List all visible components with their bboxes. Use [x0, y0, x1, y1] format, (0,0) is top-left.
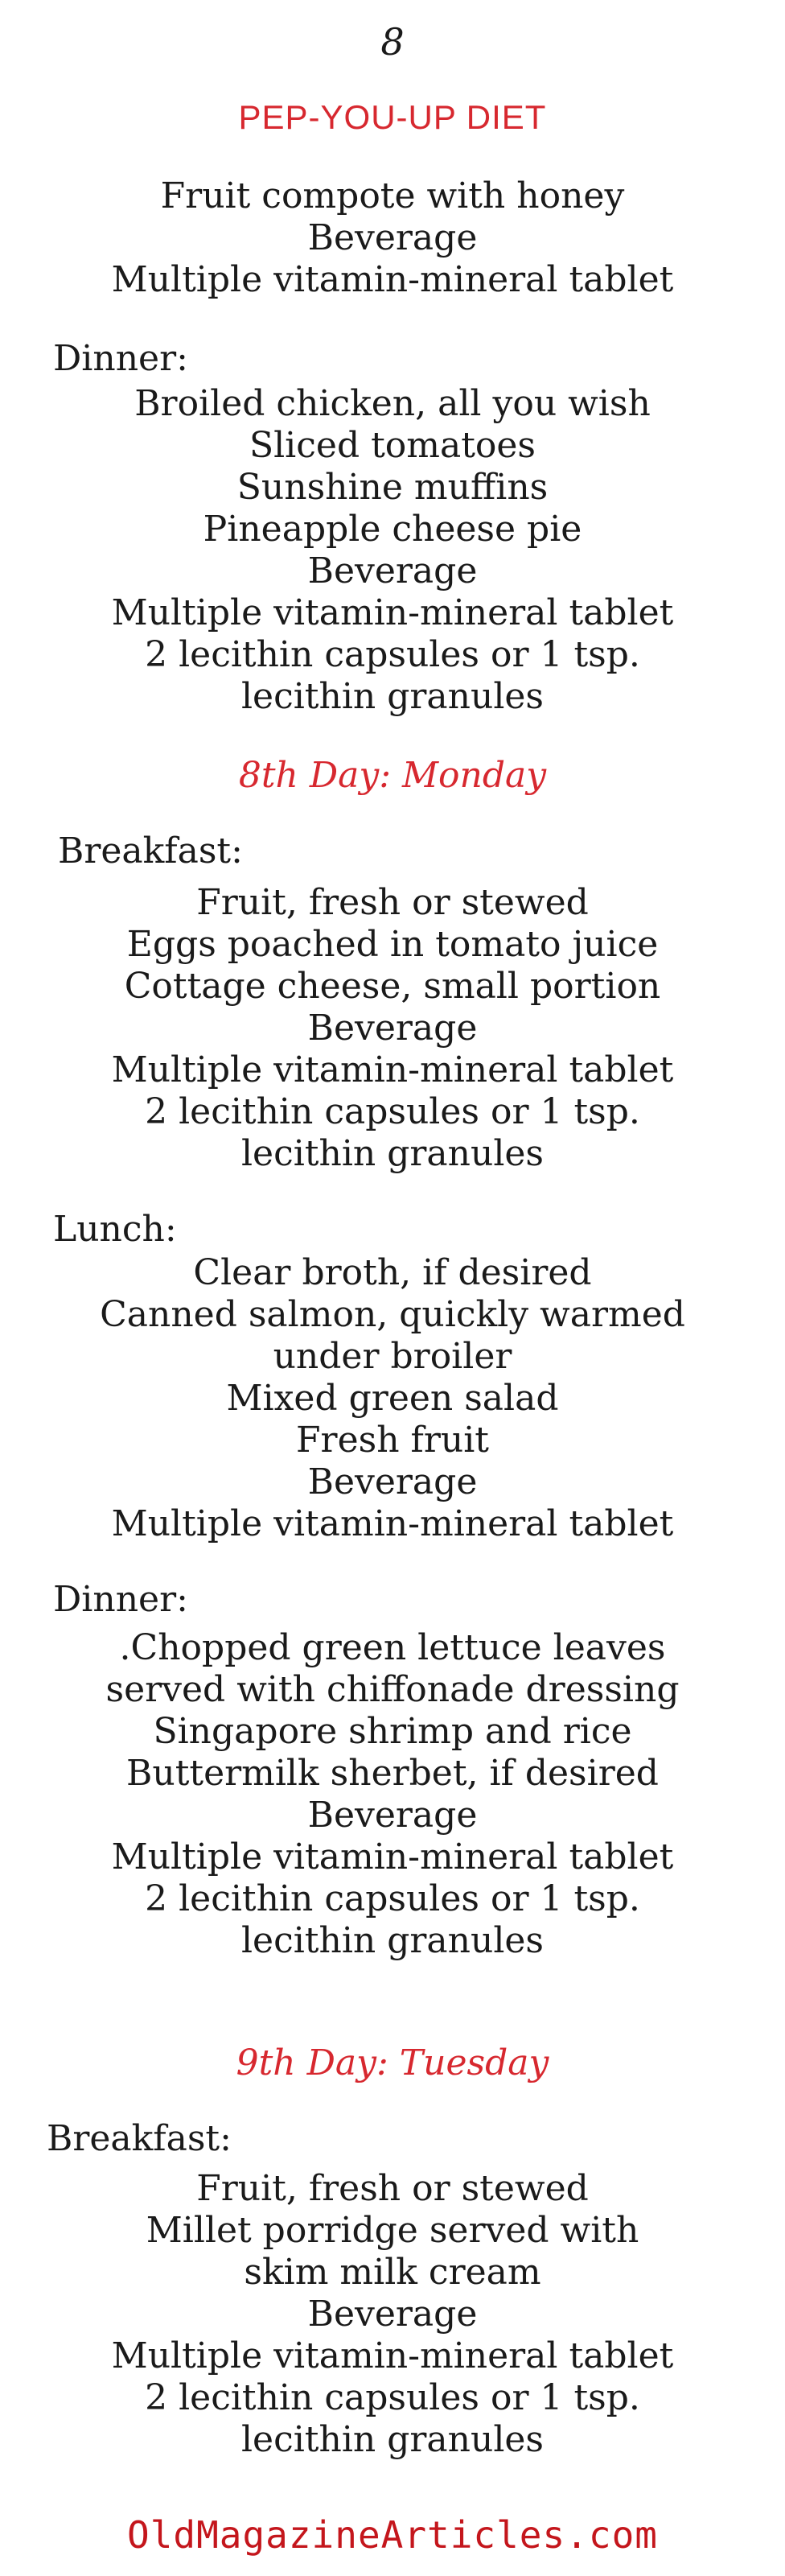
breakfast-item-list	[0, 2168, 785, 2461]
dinner-heading: Dinner:	[53, 338, 188, 379]
list-item: lecithin granules	[240, 676, 545, 717]
list-item: Fruit, fresh or stewed	[196, 2168, 589, 2209]
list-item: Eggs poached in tomato juice	[126, 924, 659, 965]
list-item: Beverage	[307, 1008, 478, 1049]
list-item: Beverage	[307, 1795, 478, 1836]
list-item: lecithin granules	[240, 2419, 545, 2460]
page-number: 8	[380, 20, 405, 64]
breakfast-heading: Breakfast:	[58, 831, 243, 872]
list-item: Cottage cheese, small portion	[124, 966, 661, 1007]
list-item: Clear broth, if desired	[193, 1252, 592, 1293]
page-title: PEP-YOU-UP DIET	[238, 98, 547, 136]
list-item: Broiled chicken, all you wish	[134, 383, 651, 424]
day-heading-9: 9th Day: Tuesday	[236, 2042, 549, 2083]
list-item: .Chopped green lettuce leaves	[119, 1627, 666, 1668]
dinner-item-list	[0, 383, 785, 718]
breakfast-item-list	[0, 882, 785, 1175]
list-item: Multiple vitamin-mineral tablet	[111, 1836, 674, 1877]
list-item: Fruit, fresh or stewed	[196, 882, 589, 923]
list-item: Beverage	[307, 1461, 478, 1502]
list-item: Multiple vitamin-mineral tablet	[111, 1049, 674, 1090]
breakfast-heading: Breakfast:	[47, 2118, 232, 2159]
list-item: Sunshine muffins	[236, 467, 549, 508]
intro-item-list	[0, 175, 785, 301]
list-item: lecithin granules	[240, 1920, 545, 1961]
list-item: Fresh fruit	[296, 1420, 489, 1461]
dinner-heading: Dinner:	[53, 1579, 188, 1620]
list-item: Multiple vitamin-mineral tablet	[111, 259, 674, 300]
list-item: Beverage	[307, 2294, 478, 2335]
list-item: Buttermilk sherbet, if desired	[126, 1753, 659, 1794]
list-item: served with chiffonade dressing	[105, 1669, 680, 1710]
list-item: Multiple vitamin-mineral tablet	[111, 2335, 674, 2376]
dinner-item-list	[0, 1627, 785, 1962]
list-item: Multiple vitamin-mineral tablet	[111, 1503, 674, 1544]
list-item: Fruit compote with honey	[160, 175, 625, 216]
list-item: 2 lecithin capsules or 1 tsp.	[145, 1091, 640, 1132]
lunch-item-list	[0, 1252, 785, 1545]
list-item: Multiple vitamin-mineral tablet	[111, 592, 674, 633]
list-item: Pineapple cheese pie	[203, 509, 582, 550]
list-item: 2 lecithin capsules or 1 tsp.	[145, 2377, 640, 2418]
list-item: Singapore shrimp and rice	[153, 1711, 632, 1752]
lunch-heading: Lunch:	[53, 1209, 177, 1250]
list-item: lecithin granules	[240, 1133, 545, 1174]
list-item: Beverage	[307, 217, 478, 258]
day-heading-8: 8th Day: Monday	[238, 755, 547, 796]
list-item: skim milk cream	[244, 2252, 541, 2293]
list-item: 2 lecithin capsules or 1 tsp.	[145, 634, 640, 675]
list-item: Sliced tomatoes	[249, 425, 536, 466]
list-item: under broiler	[273, 1336, 512, 1377]
list-item: Millet porridge served with	[146, 2210, 639, 2251]
list-item: Canned salmon, quickly warmed	[100, 1294, 685, 1335]
list-item: Mixed green salad	[226, 1378, 559, 1419]
list-item: Beverage	[307, 550, 478, 591]
list-item: 2 lecithin capsules or 1 tsp.	[145, 1878, 640, 1919]
site-watermark: OldMagazineArticles.com	[127, 2513, 658, 2557]
